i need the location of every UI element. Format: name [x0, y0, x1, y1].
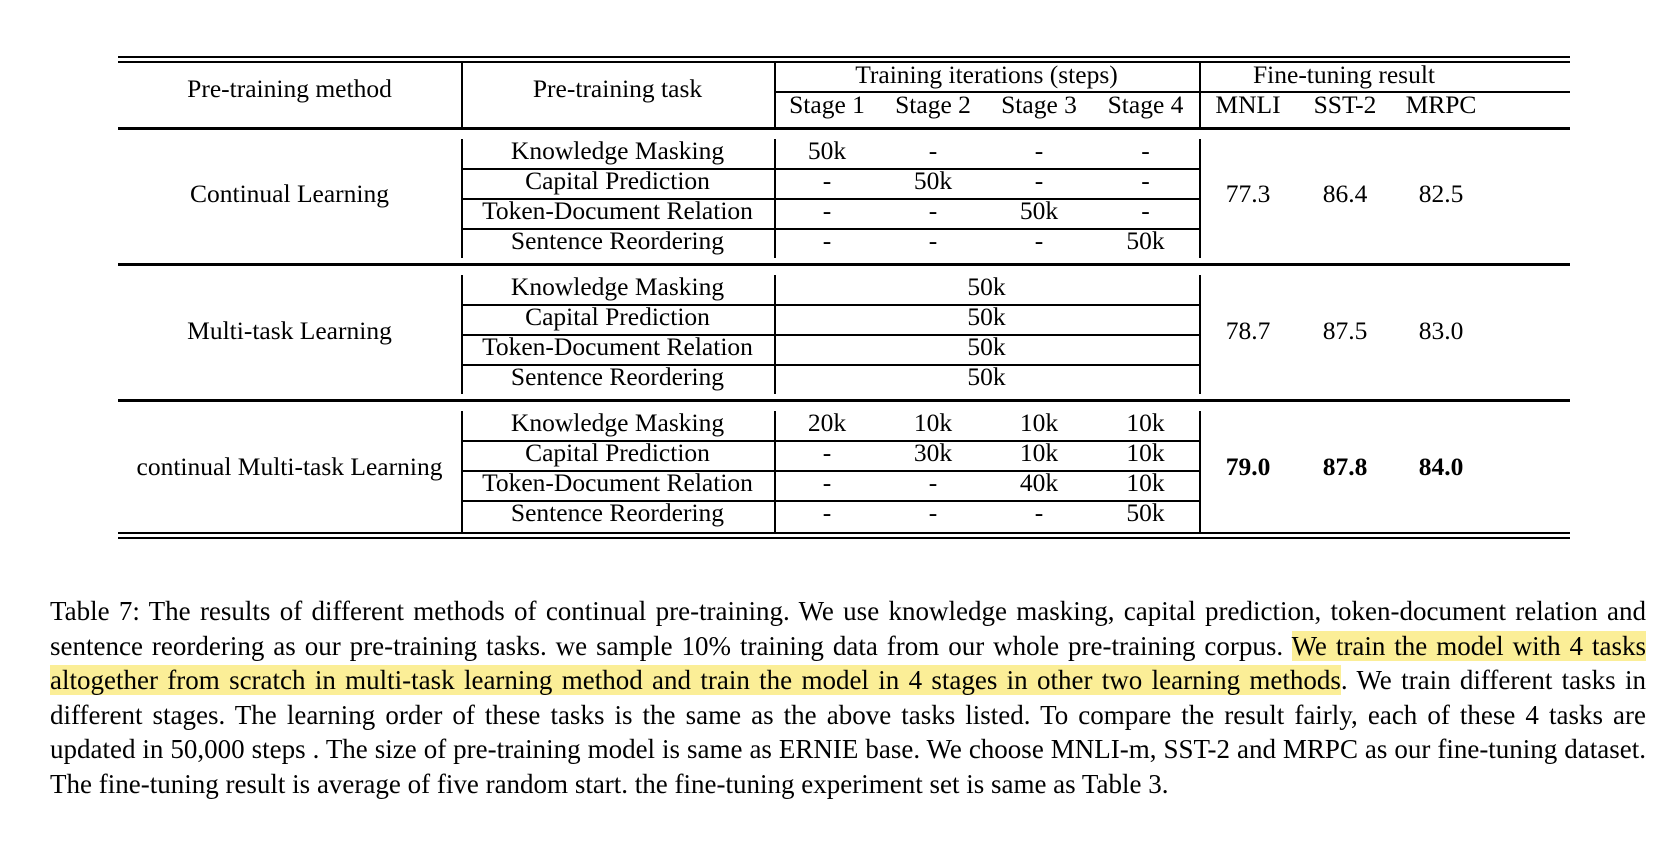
group-3-result-mnli: 79.0 — [1225, 452, 1271, 481]
table-cell-step: 10k — [1126, 438, 1165, 467]
table-cell-step: 40k — [1019, 468, 1059, 497]
table-cell-task: Sentence Reordering — [510, 226, 725, 255]
header-task: Pre-training task — [532, 74, 703, 103]
table-cell-step: - — [928, 468, 938, 497]
header-rule — [118, 127, 1570, 130]
group-2-result-mnli: 78.7 — [1225, 316, 1271, 345]
table-cell-task: Sentence Reordering — [510, 362, 725, 391]
header-stage-4: Stage 4 — [1107, 90, 1184, 119]
table-cell-step: - — [1141, 136, 1150, 165]
table-cell-step: 10k — [1126, 408, 1165, 437]
table-cell-step: - — [1141, 166, 1150, 195]
bottom-rule — [118, 532, 1570, 534]
table-cell-step: - — [1141, 196, 1150, 225]
table-cell-step: 10k — [913, 408, 953, 437]
table-cell-merged-steps: 50k — [967, 332, 1006, 361]
table-cell-step: - — [822, 226, 832, 255]
group-2-method: Multi-task Learning — [187, 316, 392, 345]
table-cell-step: - — [928, 498, 938, 527]
table-cell-step: - — [1034, 136, 1044, 165]
header-stage-1: Stage 1 — [789, 90, 865, 119]
bottom-rule-2 — [118, 537, 1570, 539]
table-cell-step: - — [928, 196, 938, 225]
table-cell-step: - — [1034, 166, 1044, 195]
header-method: Pre-training method — [187, 74, 392, 103]
group-3-result-mrpc: 84.0 — [1418, 452, 1464, 481]
table-cell-task: Token-Document Relation — [482, 196, 753, 225]
header-stage-2: Stage 2 — [895, 90, 971, 119]
table-cell-step: - — [1034, 226, 1044, 255]
table-cell-step: 10k — [1019, 408, 1059, 437]
table-cell-task: Sentence Reordering — [510, 498, 725, 527]
group-1-result-mrpc: 82.5 — [1418, 179, 1464, 208]
group-2-result-mrpc: 83.0 — [1418, 316, 1464, 345]
header-finetune: Fine-tuning result — [1252, 60, 1436, 89]
header-iterations: Training iterations (steps) — [855, 60, 1118, 89]
table-cell-step: - — [1034, 498, 1044, 527]
caption-text-1: Table 7: The results of different methods of continual pre-training. We use knowledge masking, capital prediction, token-document relation and sentence reordering as our pre-training tasks. we sample 10% training data from our whole pre-training corpus. — [50, 596, 1646, 661]
table-cell-step: 10k — [1126, 468, 1165, 497]
table-cell-task: Capital Prediction — [525, 438, 710, 467]
table-cell-step: - — [822, 468, 832, 497]
table-cell-step: 50k — [1126, 498, 1165, 527]
table-cell-step: 50k — [913, 166, 953, 195]
group-rule-1 — [118, 263, 1570, 266]
table-cell-merged-steps: 50k — [967, 302, 1006, 331]
table-cell-task: Knowledge Masking — [510, 136, 725, 165]
table-cell-step: - — [822, 196, 832, 225]
group-rule-2 — [118, 399, 1570, 402]
table-cell-step: 30k — [913, 438, 953, 467]
table-cell-task: Knowledge Masking — [510, 272, 725, 301]
table-caption — [50, 594, 1646, 801]
table-cell-task: Knowledge Masking — [510, 408, 725, 437]
group-3-result-sst2: 87.8 — [1322, 452, 1368, 481]
table-cell-step: - — [928, 226, 938, 255]
table-cell-step: - — [928, 136, 938, 165]
table-cell-task: Token-Document Relation — [482, 468, 753, 497]
group-1-method: Continual Learning — [190, 179, 389, 208]
table-cell-step: - — [822, 438, 832, 467]
table-cell-step: 50k — [807, 136, 847, 165]
table-cell-step: 10k — [1019, 438, 1059, 467]
top-rule — [118, 56, 1570, 58]
header-stage-3: Stage 3 — [1001, 90, 1077, 119]
group-2-result-sst2: 87.5 — [1322, 316, 1368, 345]
table-cell-task: Capital Prediction — [525, 166, 710, 195]
group-1-result-sst2: 86.4 — [1322, 179, 1368, 208]
table-cell-merged-steps: 50k — [967, 272, 1006, 301]
table-cell-task: Token-Document Relation — [482, 332, 753, 361]
header-metric-mrpc: MRPC — [1405, 90, 1477, 119]
caption-highlight: We train the model with 4 tasks altogether from scratch in multi-task learning method and train the model in 4 stages in other two learning methods — [50, 630, 1646, 695]
table-cell-merged-steps: 50k — [967, 362, 1006, 391]
table-cell-step: - — [822, 498, 832, 527]
header-metric-mnli: MNLI — [1215, 90, 1281, 119]
table-cell-step: 20k — [807, 408, 847, 437]
group-1-result-mnli: 77.3 — [1225, 179, 1271, 208]
table-cell-step: 50k — [1126, 226, 1165, 255]
table-cell-task: Capital Prediction — [525, 302, 710, 331]
group-3-method: continual Multi-task Learning — [136, 452, 443, 481]
header-metric-sst2: SST-2 — [1313, 90, 1377, 119]
caption-text-2: . We train different tasks in different stages. The learning order of these tasks is the same as the above tasks listed. To compare the result fairly, each of these 4 tasks are updated in 50,000 steps . The size of pre-training model is same as ERNIE base. We choose MNLI-m, SST-2 and MRPC as our fine-tuning dataset. The fine-tuning result is average of five random start. the fine-tuning experiment set is same as Table 3. — [50, 665, 1646, 799]
table-cell-step: 50k — [1019, 196, 1059, 225]
table-cell-step: - — [822, 166, 832, 195]
